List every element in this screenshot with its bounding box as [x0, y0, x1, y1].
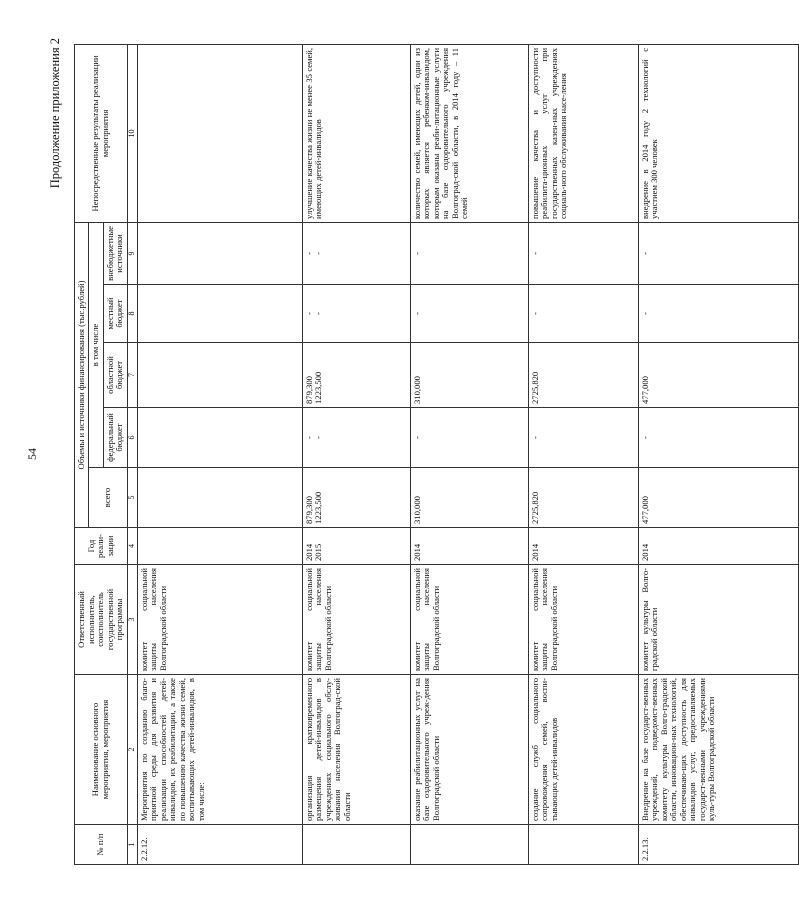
- table-row: [302, 44, 410, 864]
- row-local: -: [528, 285, 638, 343]
- header-including: в том числе: [89, 222, 103, 467]
- header-regional: областной бюджет: [103, 343, 127, 408]
- row-number: 2.2.13.: [638, 825, 798, 865]
- row-federal: -: [638, 408, 798, 468]
- column-number: 1: [127, 825, 137, 865]
- row-local: -: [638, 285, 798, 343]
- header-executor: Ответственный исполнитель, соисполнитель государственной программы: [75, 565, 128, 675]
- row-executor: комитет социальной защиты населения Волгоградской области: [410, 565, 528, 675]
- row-local: - -: [302, 285, 410, 343]
- header-local: местный бюджет: [103, 285, 127, 343]
- row-local: [137, 285, 302, 343]
- row-name: организация кратковременного размещения детей-инвалидов в учреждениях социального обслу-живания населения Волгоград-ской области: [302, 675, 410, 825]
- header-financing: Объемы и источники финансирования (тыс.рублей): [75, 222, 89, 527]
- table-row: [410, 44, 528, 864]
- row-executor: комитет социальной защиты населения Волгоградской области: [137, 565, 302, 675]
- header-name: Наименование основного мероприятия, мероприятия: [75, 675, 128, 825]
- row-extra: [137, 222, 302, 284]
- row-number: [528, 825, 638, 865]
- row-year: [137, 528, 302, 565]
- column-number: 4: [127, 528, 137, 565]
- table-row: [638, 44, 798, 864]
- row-number: [302, 825, 410, 865]
- row-number: 2.2.12.: [137, 825, 302, 865]
- continuation-heading: Продолжение приложения 2: [48, 38, 62, 189]
- row-number: [410, 825, 528, 865]
- row-regional: 879,300 1223,500: [302, 343, 410, 408]
- column-number: 9: [127, 222, 137, 284]
- column-number: 2: [127, 675, 137, 825]
- row-result: внедрение в 2014 году 2 технологий с участием 300 человек: [638, 44, 798, 222]
- row-year: 2014 2015: [302, 528, 410, 565]
- row-federal: -: [410, 408, 528, 468]
- row-federal: - -: [302, 408, 410, 468]
- financing-table: [74, 44, 799, 865]
- column-number: 8: [127, 285, 137, 343]
- row-name: Мероприятия по созданию благо-приятной среды для развития и реализации способностей детей-инвалидов, их реабилитации, а также по повышению качества жизни семей, воспитывающих детей-инвалидов, в том числе:: [137, 675, 302, 825]
- row-total: 2725,820: [528, 468, 638, 528]
- row-total: 879,300 1223,500: [302, 468, 410, 528]
- row-name: оказание реабилитационных услуг на базе оздоровительного учреж-дения Волгоградской области: [410, 675, 528, 825]
- row-local: -: [410, 285, 528, 343]
- row-regional: 477,000: [638, 343, 798, 408]
- header-federal: федеральный бюджет: [103, 408, 127, 468]
- row-regional: [137, 343, 302, 408]
- row-year: 2014: [638, 528, 798, 565]
- row-extra: -: [638, 222, 798, 284]
- header-num: № п/п: [75, 825, 128, 865]
- row-name: создание служб социального сопровождения семей, воспи-тывающих детей-инвалидов: [528, 675, 638, 825]
- row-extra: - -: [302, 222, 410, 284]
- header-row: [75, 44, 89, 864]
- column-number: 5: [127, 468, 137, 528]
- row-regional: 2725,820: [528, 343, 638, 408]
- row-result: [137, 44, 302, 222]
- column-number: 3: [127, 565, 137, 675]
- row-result: количество семей, имеющих детей, одни из которых является ребенком-инвалидом, которым оказаны реаби-литационные услуги на базе оздоровительного учреждения Волгоград-ской области, в 2014 году – 11 семей: [410, 44, 528, 222]
- row-federal: -: [528, 408, 638, 468]
- column-number: 7: [127, 343, 137, 408]
- row-regional: 310,000: [410, 343, 528, 408]
- row-result: повышение качества и доступности реабилита-ционных услуг при государственных казен-ных учреждениях социаль-ного обслуживания насе-ления: [528, 44, 638, 222]
- row-extra: -: [528, 222, 638, 284]
- table-row: [528, 44, 638, 864]
- row-executor: комитет социальной защиты населения Волгоградской области: [302, 565, 410, 675]
- header-extra: внебюджетные источники: [103, 222, 127, 284]
- row-extra: -: [410, 222, 528, 284]
- column-number: 6: [127, 408, 137, 468]
- column-number: 10: [127, 44, 137, 222]
- row-total: [137, 468, 302, 528]
- header-total: всего: [89, 468, 127, 528]
- column-number-row: [127, 44, 137, 864]
- page-number: 54: [25, 448, 39, 460]
- row-total: 310,000: [410, 468, 528, 528]
- row-total: 477,000: [638, 468, 798, 528]
- row-year: 2014: [410, 528, 528, 565]
- header-results: Непосредственные результаты реализации мероприятия: [75, 44, 128, 222]
- row-executor: комитет культуры Волго-градской области: [638, 565, 798, 675]
- row-federal: [137, 408, 302, 468]
- table-row: [137, 44, 302, 864]
- row-name: Внедрение на базе государст-венных учреждений, подведомст-венных комитету культуры Волго-градской области, инновацион-ных технологий, обеспечиваю-щих доступность для инвалидов услуг, предоставляемых государст-венными учреждениями куль-туры Волгоградской области: [638, 675, 798, 825]
- row-executor: комитет социальной защиты населения Волгоградской области: [528, 565, 638, 675]
- row-result: улучшение качества жизни не менее 35 семей, имеющих детей-инвалидов: [302, 44, 410, 222]
- header-year: Год реали-зации: [75, 528, 128, 565]
- row-year: 2014: [528, 528, 638, 565]
